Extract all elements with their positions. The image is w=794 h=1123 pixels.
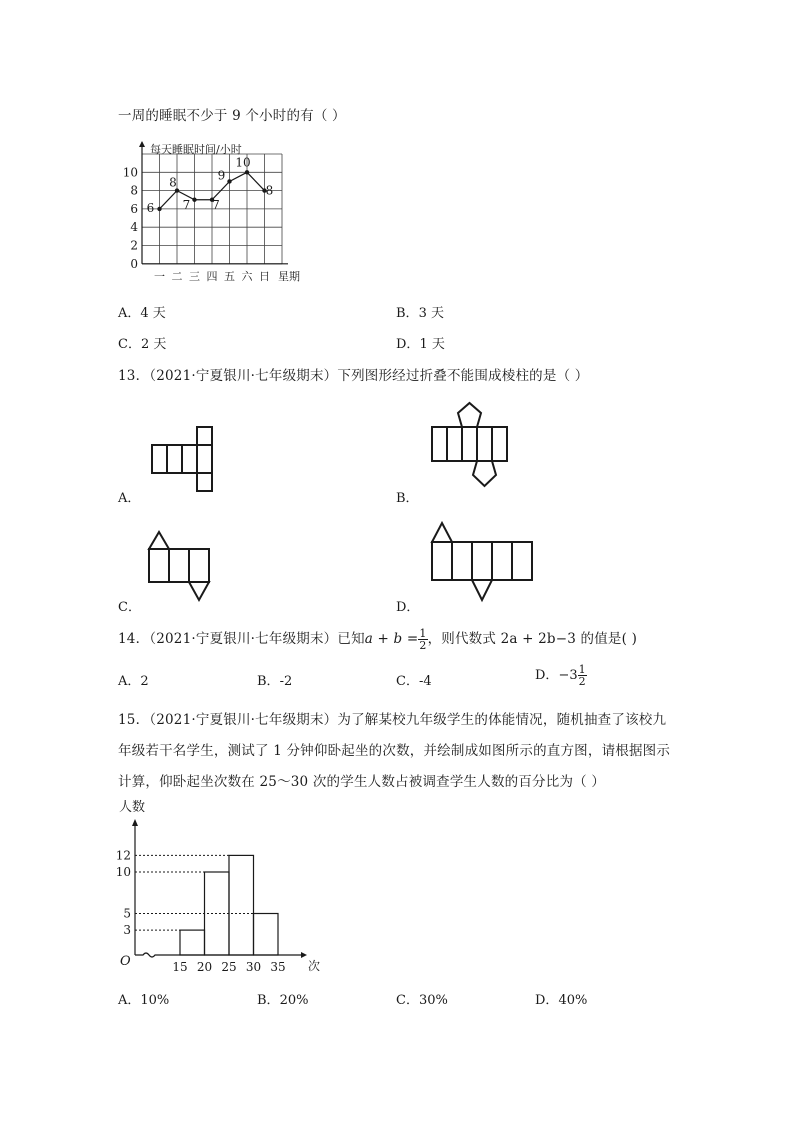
option-text: 4 天 bbox=[140, 306, 166, 321]
sleep-chart-x-ticks bbox=[154, 270, 270, 283]
option-letter: A． bbox=[118, 674, 141, 689]
question-text: 下列图形经过折叠不能围成棱柱的是（ ） bbox=[337, 368, 589, 384]
y-axis-arrow bbox=[139, 141, 145, 147]
data-point bbox=[157, 207, 161, 211]
x-tick-label: 一 bbox=[154, 269, 165, 283]
question-number: 14． bbox=[118, 631, 150, 647]
y-tick-label: 2 bbox=[130, 238, 138, 253]
y-tick-label: 5 bbox=[123, 906, 131, 921]
net-a-figure bbox=[150, 425, 216, 493]
question-source: （2021·宁夏银川·七年级期末） bbox=[149, 631, 338, 647]
option-letter: A． bbox=[118, 993, 141, 1008]
data-point bbox=[227, 179, 231, 183]
q13-stem bbox=[118, 364, 588, 384]
x-tick-label: 日 bbox=[259, 269, 270, 283]
data-label: 9 bbox=[217, 168, 226, 183]
y-tick-label: 10 bbox=[115, 865, 131, 879]
histogram-bar bbox=[254, 914, 279, 956]
option-letter: C． bbox=[396, 674, 419, 689]
q14-option-a[interactable] bbox=[118, 670, 149, 689]
q12-option-b[interactable] bbox=[396, 302, 444, 321]
data-point bbox=[245, 170, 249, 174]
option-letter: B． bbox=[257, 993, 280, 1008]
y-axis-arrow bbox=[132, 819, 138, 826]
x-tick-label: 30 bbox=[245, 960, 262, 974]
y-tick-label: 6 bbox=[130, 201, 138, 216]
fraction-denominator: 2 bbox=[419, 639, 427, 652]
y-tick-label: 10 bbox=[122, 165, 138, 180]
option-letter: D． bbox=[535, 993, 559, 1008]
data-point bbox=[192, 198, 196, 202]
x-tick-label: 35 bbox=[270, 960, 286, 974]
option-text: 10% bbox=[140, 993, 170, 1008]
sleep-chart-xlabel: 星期 bbox=[278, 270, 300, 283]
q15-option-a[interactable] bbox=[118, 989, 169, 1008]
histogram-origin: O bbox=[120, 954, 131, 969]
data-label: 8 bbox=[169, 175, 177, 190]
q14-option-b[interactable] bbox=[257, 670, 292, 689]
question-text: 为了解某校九年级学生的体能情况，随机抽查了该校九 bbox=[337, 712, 667, 728]
option-letter: C． bbox=[396, 993, 419, 1008]
option-text: -4 bbox=[418, 674, 432, 689]
y-tick-label: 8 bbox=[130, 183, 138, 198]
x-tick-label: 五 bbox=[224, 269, 235, 283]
option-letter: A． bbox=[118, 306, 141, 321]
option-text: −3 bbox=[558, 668, 578, 683]
fraction-numerator: 1 bbox=[578, 663, 586, 676]
option-letter: C． bbox=[118, 600, 141, 615]
option-letter: D． bbox=[535, 668, 559, 683]
fraction-denominator: 2 bbox=[578, 675, 586, 688]
histogram-y-ticks bbox=[116, 848, 131, 937]
q13-option-b[interactable] bbox=[396, 487, 419, 506]
q12-stem: 一周的睡眠不少于 9 个小时的有（ ） bbox=[118, 108, 346, 124]
option-letter: C． bbox=[118, 337, 141, 352]
histogram-ylabel: 人数 bbox=[119, 800, 146, 815]
condition-fraction bbox=[418, 628, 427, 651]
q15-stem-line-2: 年级若干名学生，测试了 1 分钟仰卧起坐的次数，并绘制成如图所示的直方图，请根据图示 bbox=[118, 743, 671, 759]
option-text: 3 天 bbox=[418, 306, 444, 321]
q15-option-c[interactable] bbox=[396, 989, 448, 1008]
question-number: 13． bbox=[118, 368, 150, 384]
data-label: 6 bbox=[146, 200, 155, 215]
condition-lhs: a + b = bbox=[364, 631, 419, 647]
option-text: 30% bbox=[418, 993, 448, 1008]
y-tick-label: 0 bbox=[130, 256, 138, 271]
q15-stem-line-3: 计算，仰卧起坐次数在 25～30 次的学生人数占被调查学生人数的百分比为（ ） bbox=[118, 774, 606, 790]
option-text: -2 bbox=[279, 674, 293, 689]
question-source: （2021·宁夏银川·七年级期末） bbox=[149, 368, 338, 384]
net-d-figure bbox=[430, 520, 540, 606]
x-tick-label: 二 bbox=[171, 269, 183, 283]
histogram-guide-lines bbox=[135, 855, 254, 930]
q15-option-d[interactable] bbox=[535, 989, 587, 1008]
question-source: （2021·宁夏银川·七年级期末） bbox=[149, 712, 338, 728]
situp-histogram bbox=[115, 795, 340, 975]
q12-option-c[interactable] bbox=[118, 333, 166, 352]
x-axis-arrow bbox=[301, 952, 307, 958]
q12-option-d[interactable] bbox=[396, 333, 445, 352]
x-tick-label: 15 bbox=[172, 960, 188, 974]
q14-stem bbox=[118, 627, 637, 651]
option-text: 40% bbox=[558, 993, 588, 1008]
sleep-chart-series bbox=[147, 155, 274, 215]
histogram-bar bbox=[180, 930, 205, 955]
option-letter: B． bbox=[257, 674, 280, 689]
net-c-figure bbox=[145, 530, 215, 608]
option-text: 20% bbox=[279, 993, 309, 1008]
data-label: 10 bbox=[235, 155, 251, 170]
sleep-chart-y-ticks bbox=[123, 165, 139, 270]
q14-option-d[interactable] bbox=[535, 664, 587, 687]
option-fraction bbox=[578, 664, 587, 687]
question-number: 15． bbox=[118, 712, 150, 728]
x-tick-label: 六 bbox=[241, 269, 253, 283]
x-tick-label: 25 bbox=[221, 960, 237, 974]
option-text: 2 天 bbox=[140, 337, 167, 352]
histogram-x-ticks bbox=[172, 960, 285, 974]
x-tick-label: 四 bbox=[206, 269, 218, 283]
x-tick-label: 三 bbox=[189, 269, 200, 283]
y-tick-label: 4 bbox=[130, 220, 138, 235]
y-tick-label: 3 bbox=[123, 923, 131, 938]
data-label: 7 bbox=[212, 197, 220, 212]
q13-option-d[interactable] bbox=[396, 596, 419, 615]
sleep-line-chart bbox=[120, 138, 320, 286]
sleep-chart-title: 每天睡眠时间/小时 bbox=[150, 143, 242, 156]
option-letter: B． bbox=[396, 491, 419, 506]
data-label: 8 bbox=[265, 183, 274, 198]
q13-option-a[interactable] bbox=[118, 487, 140, 506]
question-text-tail: ，则代数式 2a + 2b−3 的值是( ) bbox=[427, 631, 638, 647]
data-label: 7 bbox=[182, 197, 191, 212]
fraction-numerator: 1 bbox=[419, 627, 427, 640]
q14-option-c[interactable] bbox=[396, 670, 432, 689]
option-letter: D． bbox=[396, 337, 420, 352]
option-letter: D． bbox=[396, 600, 420, 615]
net-b-figure bbox=[430, 400, 512, 492]
histogram-bar bbox=[229, 855, 254, 955]
histogram-xlabel: 次 bbox=[308, 959, 321, 973]
x-tick-label: 20 bbox=[196, 960, 213, 974]
option-text: 2 bbox=[140, 674, 149, 689]
y-tick-label: 12 bbox=[115, 848, 131, 863]
histogram-bars bbox=[180, 855, 278, 955]
option-letter: B． bbox=[396, 306, 419, 321]
q15-option-b[interactable] bbox=[257, 989, 308, 1008]
option-letter: A． bbox=[118, 491, 141, 506]
q13-option-c[interactable] bbox=[118, 596, 141, 615]
q12-option-a[interactable] bbox=[118, 302, 166, 321]
question-text: 已知 bbox=[337, 631, 365, 647]
option-text: 1 天 bbox=[419, 337, 445, 352]
q15-stem-line-1 bbox=[118, 708, 666, 728]
histogram-axes bbox=[132, 819, 307, 958]
